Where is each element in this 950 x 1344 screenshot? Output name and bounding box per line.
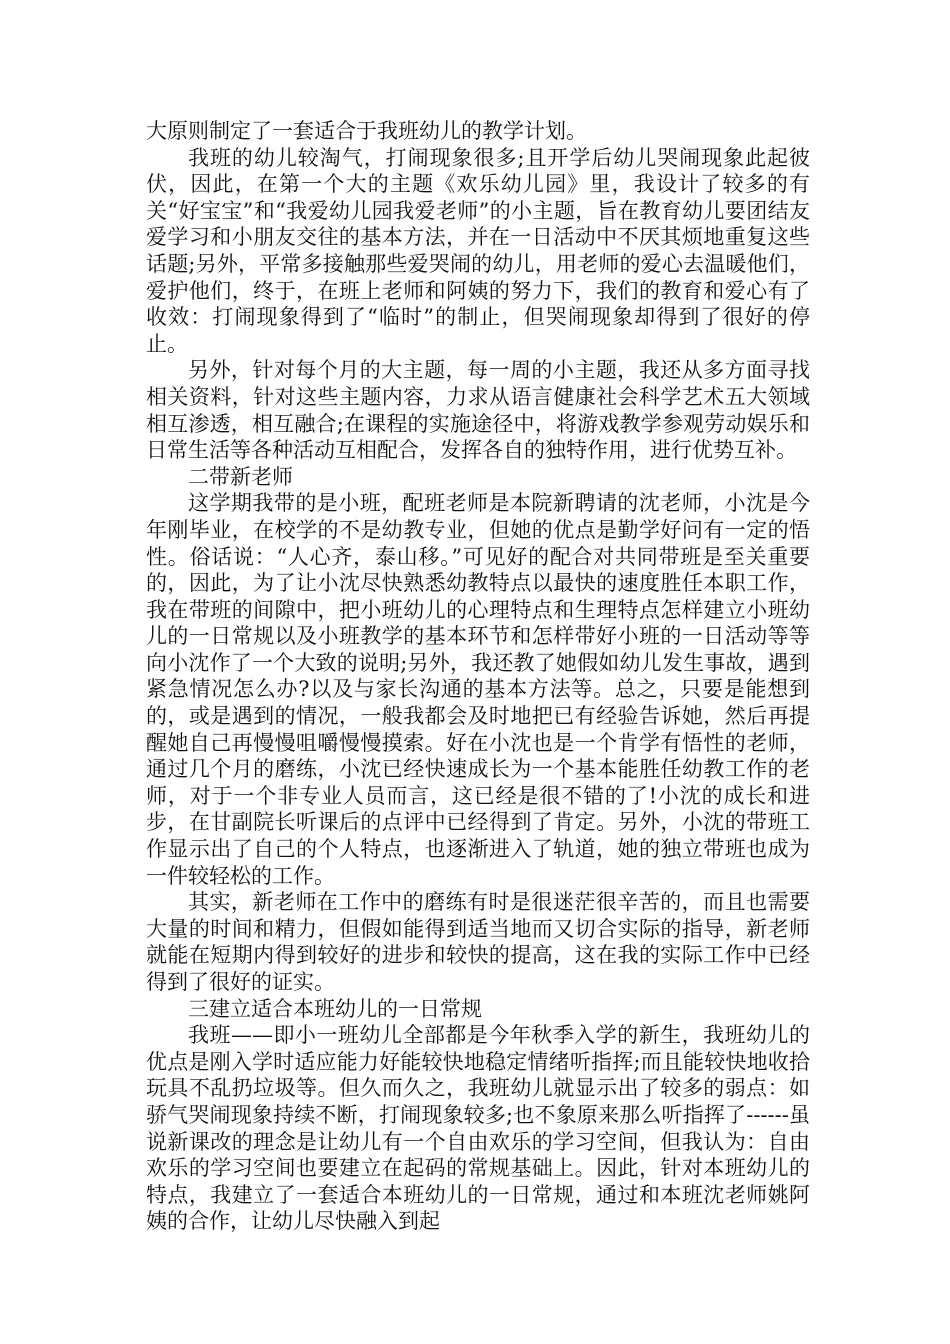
paragraph-daily-routine: 我班——即小一班幼儿全部都是今年秋季入学的新生，我班幼儿的优点是刚入学时适应能力好能较快地稳定情绪听指挥;而且能较快地收拾玩具不乱扔垃圾等。但久而久之，我班幼儿就显示出了较多的弱点：如骄气哭闹现象持续不断，打闹现象较多;也不象原来那么听指挥了------虽说新课改的理念是让幼儿有一个自由欢乐的学习空间，但我认为：自由欢乐的学习空间也要建立在起码的常规基础上。因此，针对本班幼儿的特点，我建立了一套适合本班幼儿的一日常规，通过和本班沈老师姚阿姨的合作，让幼儿尽快融入到起 [146,1023,810,1234]
section-heading-daily-routine: 三建立适合本班幼儿的一日常规 [188,996,482,1021]
paragraph-new-teacher: 这学期我带的是小班，配班老师是本院新聘请的沈老师，小沈是今年刚毕业，在校学的不是幼教专业，但她的优点是勤学好问有一定的悟性。俗话说：“人心齐，泰山移。”可见好的配合对共同带班是至关重要的，因此，为了让小沈尽快熟悉幼教特点以最快的速度胜任本职工作，我在带班的间隙中，把小班幼儿的心理特点和生理特点怎样建立小班幼儿的一日常规以及小班教学的基本环节和怎样带好小班的一日活动等等向小沈作了一个大致的说明;另外，我还教了她假如幼儿发生事故，遇到紧急情况怎么办?以及与家长沟通的基本方法等。总之，只要是能想到的，或是遇到的情况，一般我都会及时地把已有经验告诉她，然后再提醒她自己再慢慢咀嚼慢慢摸索。好在小沈也是一个肯学有悟性的老师，通过几个月的磨练，小沈已经快速成长为一个基本能胜任幼教工作的老师，对于一个非专业人员而言，这已经是很不错的了!小沈的成长和进步，在甘副院长听课后的点评中已经得到了肯定。另外，小沈的带班工作显示出了自己的个人特点，也逐渐进入了轨道，她的独立带班也成为一件较轻松的工作。 [146,491,810,888]
paragraph-themes: 另外，针对每个月的大主题，每一周的小主题，我还从多方面寻找相关资料，针对这些主题内容，力求从语言健康社会科学艺术五大领域相互渗透，相互融合;在课程的实施途径中，将游戏教学参观劳动娱乐和日常生活等各种活动互相配合，发挥各自的独特作用，进行优势互补。 [146,358,810,463]
document-body [146,118,810,1235]
paragraph-intro-continuation: 大原则制定了一套适合于我班幼儿的教学计划。 [146,119,587,143]
section-heading-new-teacher: 二带新老师 [188,464,293,489]
paragraph-discipline: 我班的幼儿较淘气，打闹现象很多;且开学后幼儿哭闹现象此起彼伏，因此，在第一个大的主题《欢乐幼儿园》里，我设计了较多的有关“好宝宝”和“我爱幼儿园我爱老师”的小主题，旨在教育幼儿要团结友爱学习和小朋友交往的基本方法，并在一日活动中不厌其烦地重复这些话题;另外，平常多接触那些爱哭闹的幼儿，用老师的爱心去温暖他们，爱护他们，终于，在班上老师和阿姨的努力下，我们的教育和爱心有了收效：打闹现象得到了“临时”的制止，但哭闹现象却得到了很好的停止。 [146,145,810,356]
paragraph-training: 其实，新老师在工作中的磨练有时是很迷茫很辛苦的，而且也需要大量的时间和精力，但假如能得到适当地而又切合实际的指导，新老师就能在短期内得到较好的进步和较快的提高，这在我的实际工作中已经得到了很好的证实。 [146,890,810,994]
